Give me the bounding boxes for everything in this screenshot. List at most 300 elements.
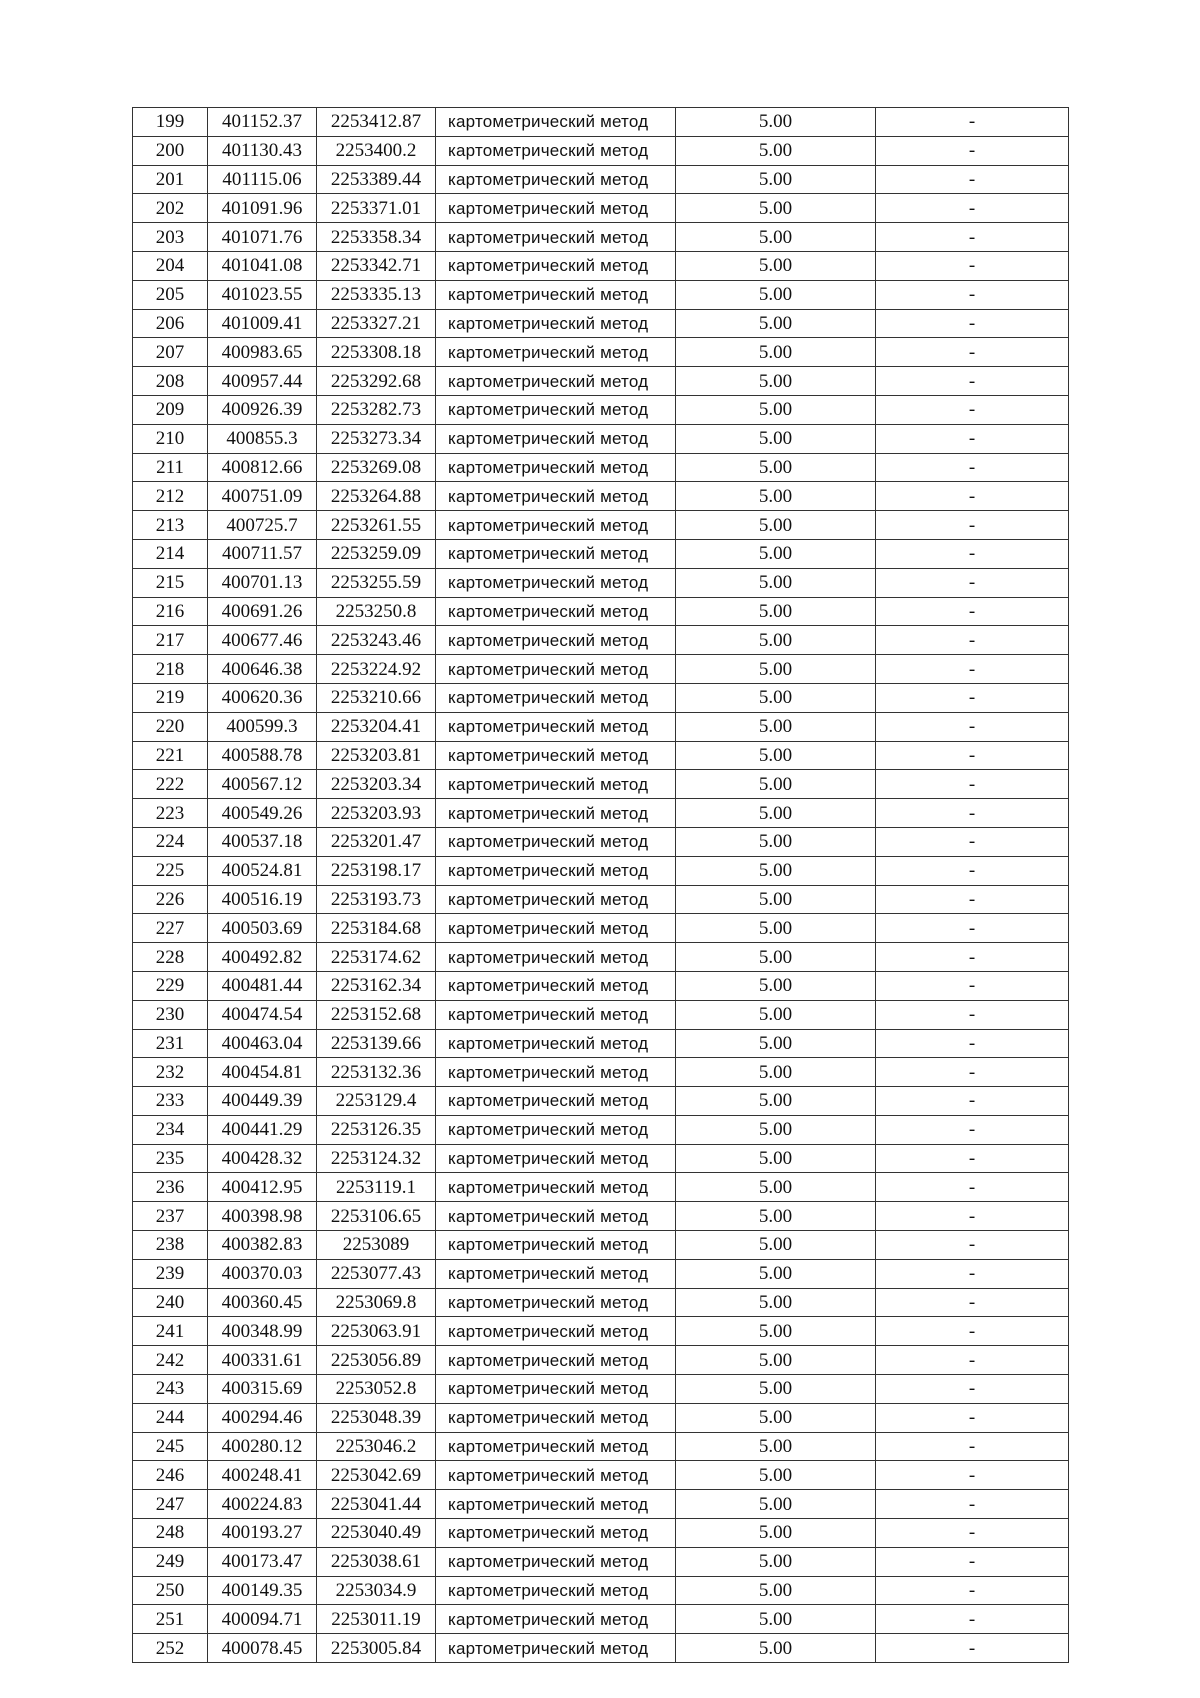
point-number-cell: 205 <box>133 280 208 309</box>
accuracy-cell: 5.00 <box>676 482 876 511</box>
point-number-cell: 231 <box>133 1029 208 1058</box>
description-cell: - <box>876 568 1069 597</box>
table-row <box>133 251 1069 280</box>
x-coordinate-cell: 400599.3 <box>208 712 317 741</box>
description-cell: - <box>876 1403 1069 1432</box>
table-row <box>133 511 1069 540</box>
y-coordinate-cell: 2253129.4 <box>317 1087 436 1116</box>
description-cell: - <box>876 799 1069 828</box>
x-coordinate-cell: 400926.39 <box>208 395 317 424</box>
method-cell: картометрический метод <box>436 1058 676 1087</box>
description-cell: - <box>876 136 1069 165</box>
y-coordinate-cell: 2253201.47 <box>317 827 436 856</box>
table-row <box>133 1490 1069 1519</box>
y-coordinate-cell: 2253282.73 <box>317 395 436 424</box>
description-cell: - <box>876 971 1069 1000</box>
method-cell: картометрический метод <box>436 568 676 597</box>
x-coordinate-cell: 400503.69 <box>208 914 317 943</box>
table-row <box>133 1087 1069 1116</box>
method-cell: картометрический метод <box>436 712 676 741</box>
table-row <box>133 1605 1069 1634</box>
y-coordinate-cell: 2253162.34 <box>317 971 436 1000</box>
point-number-cell: 228 <box>133 943 208 972</box>
method-cell: картометрический метод <box>436 741 676 770</box>
x-coordinate-cell: 400524.81 <box>208 856 317 885</box>
y-coordinate-cell: 2253174.62 <box>317 943 436 972</box>
table-row <box>133 1461 1069 1490</box>
x-coordinate-cell: 400441.29 <box>208 1115 317 1144</box>
accuracy-cell: 5.00 <box>676 1317 876 1346</box>
method-cell: картометрический метод <box>436 251 676 280</box>
x-coordinate-cell: 400463.04 <box>208 1029 317 1058</box>
table-row <box>133 1519 1069 1548</box>
method-cell: картометрический метод <box>436 223 676 252</box>
point-number-cell: 206 <box>133 309 208 338</box>
y-coordinate-cell: 2253139.66 <box>317 1029 436 1058</box>
accuracy-cell: 5.00 <box>676 1259 876 1288</box>
y-coordinate-cell: 2253250.8 <box>317 597 436 626</box>
point-number-cell: 222 <box>133 770 208 799</box>
table-row <box>133 1058 1069 1087</box>
table-row <box>133 1346 1069 1375</box>
table-row <box>133 1231 1069 1260</box>
table-row <box>133 1259 1069 1288</box>
table-row <box>133 1000 1069 1029</box>
accuracy-cell: 5.00 <box>676 309 876 338</box>
method-cell: картометрический метод <box>436 1634 676 1663</box>
point-number-cell: 238 <box>133 1231 208 1260</box>
point-number-cell: 250 <box>133 1576 208 1605</box>
point-number-cell: 241 <box>133 1317 208 1346</box>
x-coordinate-cell: 400620.36 <box>208 683 317 712</box>
y-coordinate-cell: 2253255.59 <box>317 568 436 597</box>
method-cell: картометрический метод <box>436 1490 676 1519</box>
point-number-cell: 224 <box>133 827 208 856</box>
accuracy-cell: 5.00 <box>676 1490 876 1519</box>
point-number-cell: 216 <box>133 597 208 626</box>
table-row <box>133 712 1069 741</box>
y-coordinate-cell: 2253292.68 <box>317 367 436 396</box>
method-cell: картометрический метод <box>436 395 676 424</box>
table-row <box>133 1115 1069 1144</box>
y-coordinate-cell: 2253089 <box>317 1231 436 1260</box>
method-cell: картометрический метод <box>436 597 676 626</box>
accuracy-cell: 5.00 <box>676 1144 876 1173</box>
x-coordinate-cell: 400398.98 <box>208 1202 317 1231</box>
method-cell: картометрический метод <box>436 1576 676 1605</box>
description-cell: - <box>876 338 1069 367</box>
point-number-cell: 249 <box>133 1547 208 1576</box>
x-coordinate-cell: 401115.06 <box>208 165 317 194</box>
description-cell: - <box>876 251 1069 280</box>
table-row <box>133 367 1069 396</box>
description-cell: - <box>876 856 1069 885</box>
y-coordinate-cell: 2253269.08 <box>317 453 436 482</box>
description-cell: - <box>876 1547 1069 1576</box>
method-cell: картометрический метод <box>436 1115 676 1144</box>
y-coordinate-cell: 2253193.73 <box>317 885 436 914</box>
accuracy-cell: 5.00 <box>676 1115 876 1144</box>
table-row <box>133 1375 1069 1404</box>
table-row <box>133 1144 1069 1173</box>
point-number-cell: 232 <box>133 1058 208 1087</box>
point-number-cell: 200 <box>133 136 208 165</box>
point-number-cell: 240 <box>133 1288 208 1317</box>
accuracy-cell: 5.00 <box>676 1547 876 1576</box>
table-row <box>133 194 1069 223</box>
y-coordinate-cell: 2253358.34 <box>317 223 436 252</box>
accuracy-cell: 5.00 <box>676 424 876 453</box>
accuracy-cell: 5.00 <box>676 108 876 137</box>
x-coordinate-cell: 400078.45 <box>208 1634 317 1663</box>
x-coordinate-cell: 400588.78 <box>208 741 317 770</box>
description-cell: - <box>876 741 1069 770</box>
point-number-cell: 248 <box>133 1519 208 1548</box>
x-coordinate-cell: 400567.12 <box>208 770 317 799</box>
method-cell: картометрический метод <box>436 1288 676 1317</box>
y-coordinate-cell: 2253261.55 <box>317 511 436 540</box>
y-coordinate-cell: 2253052.8 <box>317 1375 436 1404</box>
description-cell: - <box>876 1231 1069 1260</box>
description-cell: - <box>876 626 1069 655</box>
accuracy-cell: 5.00 <box>676 770 876 799</box>
description-cell: - <box>876 424 1069 453</box>
y-coordinate-cell: 2253011.19 <box>317 1605 436 1634</box>
description-cell: - <box>876 1317 1069 1346</box>
accuracy-cell: 5.00 <box>676 626 876 655</box>
description-cell: - <box>876 914 1069 943</box>
method-cell: картометрический метод <box>436 1202 676 1231</box>
y-coordinate-cell: 2253243.46 <box>317 626 436 655</box>
point-number-cell: 203 <box>133 223 208 252</box>
method-cell: картометрический метод <box>436 367 676 396</box>
x-coordinate-cell: 400711.57 <box>208 539 317 568</box>
table-row <box>133 395 1069 424</box>
description-cell: - <box>876 770 1069 799</box>
accuracy-cell: 5.00 <box>676 827 876 856</box>
point-number-cell: 208 <box>133 367 208 396</box>
y-coordinate-cell: 2253203.81 <box>317 741 436 770</box>
accuracy-cell: 5.00 <box>676 1576 876 1605</box>
table-row <box>133 741 1069 770</box>
x-coordinate-cell: 400224.83 <box>208 1490 317 1519</box>
accuracy-cell: 5.00 <box>676 943 876 972</box>
accuracy-cell: 5.00 <box>676 1173 876 1202</box>
y-coordinate-cell: 2253327.21 <box>317 309 436 338</box>
table-row <box>133 885 1069 914</box>
x-coordinate-cell: 400537.18 <box>208 827 317 856</box>
x-coordinate-cell: 400331.61 <box>208 1346 317 1375</box>
accuracy-cell: 5.00 <box>676 1605 876 1634</box>
accuracy-cell: 5.00 <box>676 136 876 165</box>
y-coordinate-cell: 2253342.71 <box>317 251 436 280</box>
method-cell: картометрический метод <box>436 1519 676 1548</box>
x-coordinate-cell: 401041.08 <box>208 251 317 280</box>
method-cell: картометрический метод <box>436 1403 676 1432</box>
method-cell: картометрический метод <box>436 280 676 309</box>
accuracy-cell: 5.00 <box>676 741 876 770</box>
point-number-cell: 210 <box>133 424 208 453</box>
table-row <box>133 223 1069 252</box>
description-cell: - <box>876 1288 1069 1317</box>
point-number-cell: 239 <box>133 1259 208 1288</box>
description-cell: - <box>876 453 1069 482</box>
description-cell: - <box>876 482 1069 511</box>
method-cell: картометрический метод <box>436 1547 676 1576</box>
x-coordinate-cell: 400370.03 <box>208 1259 317 1288</box>
x-coordinate-cell: 400481.44 <box>208 971 317 1000</box>
y-coordinate-cell: 2253038.61 <box>317 1547 436 1576</box>
x-coordinate-cell: 400382.83 <box>208 1231 317 1260</box>
method-cell: картометрический метод <box>436 683 676 712</box>
method-cell: картометрический метод <box>436 1144 676 1173</box>
accuracy-cell: 5.00 <box>676 1087 876 1116</box>
x-coordinate-cell: 400957.44 <box>208 367 317 396</box>
method-cell: картометрический метод <box>436 136 676 165</box>
x-coordinate-cell: 400516.19 <box>208 885 317 914</box>
method-cell: картометрический метод <box>436 453 676 482</box>
method-cell: картометрический метод <box>436 885 676 914</box>
table-row <box>133 1432 1069 1461</box>
y-coordinate-cell: 2253040.49 <box>317 1519 436 1548</box>
accuracy-cell: 5.00 <box>676 568 876 597</box>
table-row <box>133 424 1069 453</box>
x-coordinate-cell: 400193.27 <box>208 1519 317 1548</box>
point-number-cell: 230 <box>133 1000 208 1029</box>
x-coordinate-cell: 400449.39 <box>208 1087 317 1116</box>
x-coordinate-cell: 400149.35 <box>208 1576 317 1605</box>
description-cell: - <box>876 1432 1069 1461</box>
y-coordinate-cell: 2253048.39 <box>317 1403 436 1432</box>
x-coordinate-cell: 400412.95 <box>208 1173 317 1202</box>
table-row <box>133 597 1069 626</box>
y-coordinate-cell: 2253132.36 <box>317 1058 436 1087</box>
x-coordinate-cell: 400248.41 <box>208 1461 317 1490</box>
description-cell: - <box>876 1000 1069 1029</box>
x-coordinate-cell: 400701.13 <box>208 568 317 597</box>
description-cell: - <box>876 683 1069 712</box>
x-coordinate-cell: 400428.32 <box>208 1144 317 1173</box>
method-cell: картометрический метод <box>436 511 676 540</box>
method-cell: картометрический метод <box>436 914 676 943</box>
y-coordinate-cell: 2253412.87 <box>317 108 436 137</box>
table-row <box>133 136 1069 165</box>
y-coordinate-cell: 2253308.18 <box>317 338 436 367</box>
point-number-cell: 252 <box>133 1634 208 1663</box>
table-row <box>133 453 1069 482</box>
point-number-cell: 199 <box>133 108 208 137</box>
y-coordinate-cell: 2253069.8 <box>317 1288 436 1317</box>
x-coordinate-cell: 401009.41 <box>208 309 317 338</box>
description-cell: - <box>876 885 1069 914</box>
table-row <box>133 971 1069 1000</box>
accuracy-cell: 5.00 <box>676 539 876 568</box>
y-coordinate-cell: 2253005.84 <box>317 1634 436 1663</box>
point-number-cell: 215 <box>133 568 208 597</box>
table-row <box>133 1173 1069 1202</box>
y-coordinate-cell: 2253106.65 <box>317 1202 436 1231</box>
y-coordinate-cell: 2253203.34 <box>317 770 436 799</box>
description-cell: - <box>876 367 1069 396</box>
point-number-cell: 244 <box>133 1403 208 1432</box>
method-cell: картометрический метод <box>436 1346 676 1375</box>
description-cell: - <box>876 1490 1069 1519</box>
point-number-cell: 236 <box>133 1173 208 1202</box>
description-cell: - <box>876 1058 1069 1087</box>
x-coordinate-cell: 400725.7 <box>208 511 317 540</box>
method-cell: картометрический метод <box>436 482 676 511</box>
accuracy-cell: 5.00 <box>676 1231 876 1260</box>
method-cell: картометрический метод <box>436 108 676 137</box>
description-cell: - <box>876 943 1069 972</box>
x-coordinate-cell: 400812.66 <box>208 453 317 482</box>
description-cell: - <box>876 1115 1069 1144</box>
table-row <box>133 1317 1069 1346</box>
method-cell: картометрический метод <box>436 1317 676 1346</box>
point-number-cell: 237 <box>133 1202 208 1231</box>
y-coordinate-cell: 2253389.44 <box>317 165 436 194</box>
accuracy-cell: 5.00 <box>676 1000 876 1029</box>
table-row <box>133 799 1069 828</box>
description-cell: - <box>876 1202 1069 1231</box>
point-number-cell: 202 <box>133 194 208 223</box>
description-cell: - <box>876 1375 1069 1404</box>
accuracy-cell: 5.00 <box>676 971 876 1000</box>
y-coordinate-cell: 2253152.68 <box>317 1000 436 1029</box>
point-number-cell: 245 <box>133 1432 208 1461</box>
method-cell: картометрический метод <box>436 655 676 684</box>
table-row <box>133 1576 1069 1605</box>
x-coordinate-cell: 400983.65 <box>208 338 317 367</box>
accuracy-cell: 5.00 <box>676 251 876 280</box>
accuracy-cell: 5.00 <box>676 1346 876 1375</box>
x-coordinate-cell: 400549.26 <box>208 799 317 828</box>
y-coordinate-cell: 2253042.69 <box>317 1461 436 1490</box>
accuracy-cell: 5.00 <box>676 683 876 712</box>
point-number-cell: 235 <box>133 1144 208 1173</box>
description-cell: - <box>876 1259 1069 1288</box>
description-cell: - <box>876 827 1069 856</box>
point-number-cell: 225 <box>133 856 208 885</box>
point-number-cell: 209 <box>133 395 208 424</box>
x-coordinate-cell: 400677.46 <box>208 626 317 655</box>
method-cell: картометрический метод <box>436 1000 676 1029</box>
point-number-cell: 213 <box>133 511 208 540</box>
y-coordinate-cell: 2253210.66 <box>317 683 436 712</box>
method-cell: картометрический метод <box>436 1461 676 1490</box>
x-coordinate-cell: 400691.26 <box>208 597 317 626</box>
method-cell: картометрический метод <box>436 943 676 972</box>
point-number-cell: 204 <box>133 251 208 280</box>
point-number-cell: 218 <box>133 655 208 684</box>
x-coordinate-cell: 401152.37 <box>208 108 317 137</box>
method-cell: картометрический метод <box>436 1087 676 1116</box>
accuracy-cell: 5.00 <box>676 367 876 396</box>
accuracy-cell: 5.00 <box>676 1519 876 1548</box>
description-cell: - <box>876 223 1069 252</box>
method-cell: картометрический метод <box>436 827 676 856</box>
accuracy-cell: 5.00 <box>676 1461 876 1490</box>
x-coordinate-cell: 400751.09 <box>208 482 317 511</box>
method-cell: картометрический метод <box>436 165 676 194</box>
point-number-cell: 233 <box>133 1087 208 1116</box>
table-row <box>133 338 1069 367</box>
table-row <box>133 309 1069 338</box>
method-cell: картометрический метод <box>436 1605 676 1634</box>
point-number-cell: 217 <box>133 626 208 655</box>
method-cell: картометрический метод <box>436 1375 676 1404</box>
x-coordinate-cell: 400492.82 <box>208 943 317 972</box>
y-coordinate-cell: 2253046.2 <box>317 1432 436 1461</box>
accuracy-cell: 5.00 <box>676 453 876 482</box>
accuracy-cell: 5.00 <box>676 597 876 626</box>
method-cell: картометрический метод <box>436 338 676 367</box>
table-row <box>133 539 1069 568</box>
table-row <box>133 770 1069 799</box>
description-cell: - <box>876 280 1069 309</box>
table-row <box>133 1403 1069 1432</box>
table-row <box>133 683 1069 712</box>
table-row <box>133 914 1069 943</box>
x-coordinate-cell: 400474.54 <box>208 1000 317 1029</box>
description-cell: - <box>876 1144 1069 1173</box>
point-number-cell: 211 <box>133 453 208 482</box>
description-cell: - <box>876 309 1069 338</box>
table-row <box>133 108 1069 137</box>
accuracy-cell: 5.00 <box>676 338 876 367</box>
point-number-cell: 223 <box>133 799 208 828</box>
point-number-cell: 247 <box>133 1490 208 1519</box>
accuracy-cell: 5.00 <box>676 223 876 252</box>
table-row <box>133 856 1069 885</box>
y-coordinate-cell: 2253335.13 <box>317 280 436 309</box>
accuracy-cell: 5.00 <box>676 1375 876 1404</box>
point-number-cell: 207 <box>133 338 208 367</box>
x-coordinate-cell: 400855.3 <box>208 424 317 453</box>
x-coordinate-cell: 400646.38 <box>208 655 317 684</box>
table-row <box>133 626 1069 655</box>
point-number-cell: 214 <box>133 539 208 568</box>
method-cell: картометрический метод <box>436 1259 676 1288</box>
y-coordinate-cell: 2253259.09 <box>317 539 436 568</box>
description-cell: - <box>876 597 1069 626</box>
table-row <box>133 1634 1069 1663</box>
y-coordinate-cell: 2253063.91 <box>317 1317 436 1346</box>
accuracy-cell: 5.00 <box>676 712 876 741</box>
description-cell: - <box>876 1605 1069 1634</box>
method-cell: картометрический метод <box>436 1231 676 1260</box>
description-cell: - <box>876 108 1069 137</box>
accuracy-cell: 5.00 <box>676 395 876 424</box>
table-row <box>133 482 1069 511</box>
y-coordinate-cell: 2253077.43 <box>317 1259 436 1288</box>
point-number-cell: 243 <box>133 1375 208 1404</box>
accuracy-cell: 5.00 <box>676 1058 876 1087</box>
description-cell: - <box>876 539 1069 568</box>
table-row <box>133 827 1069 856</box>
x-coordinate-cell: 400280.12 <box>208 1432 317 1461</box>
point-number-cell: 219 <box>133 683 208 712</box>
y-coordinate-cell: 2253119.1 <box>317 1173 436 1202</box>
point-number-cell: 242 <box>133 1346 208 1375</box>
x-coordinate-cell: 401130.43 <box>208 136 317 165</box>
description-cell: - <box>876 1087 1069 1116</box>
method-cell: картометрический метод <box>436 539 676 568</box>
point-number-cell: 229 <box>133 971 208 1000</box>
y-coordinate-cell: 2253184.68 <box>317 914 436 943</box>
point-number-cell: 221 <box>133 741 208 770</box>
accuracy-cell: 5.00 <box>676 914 876 943</box>
